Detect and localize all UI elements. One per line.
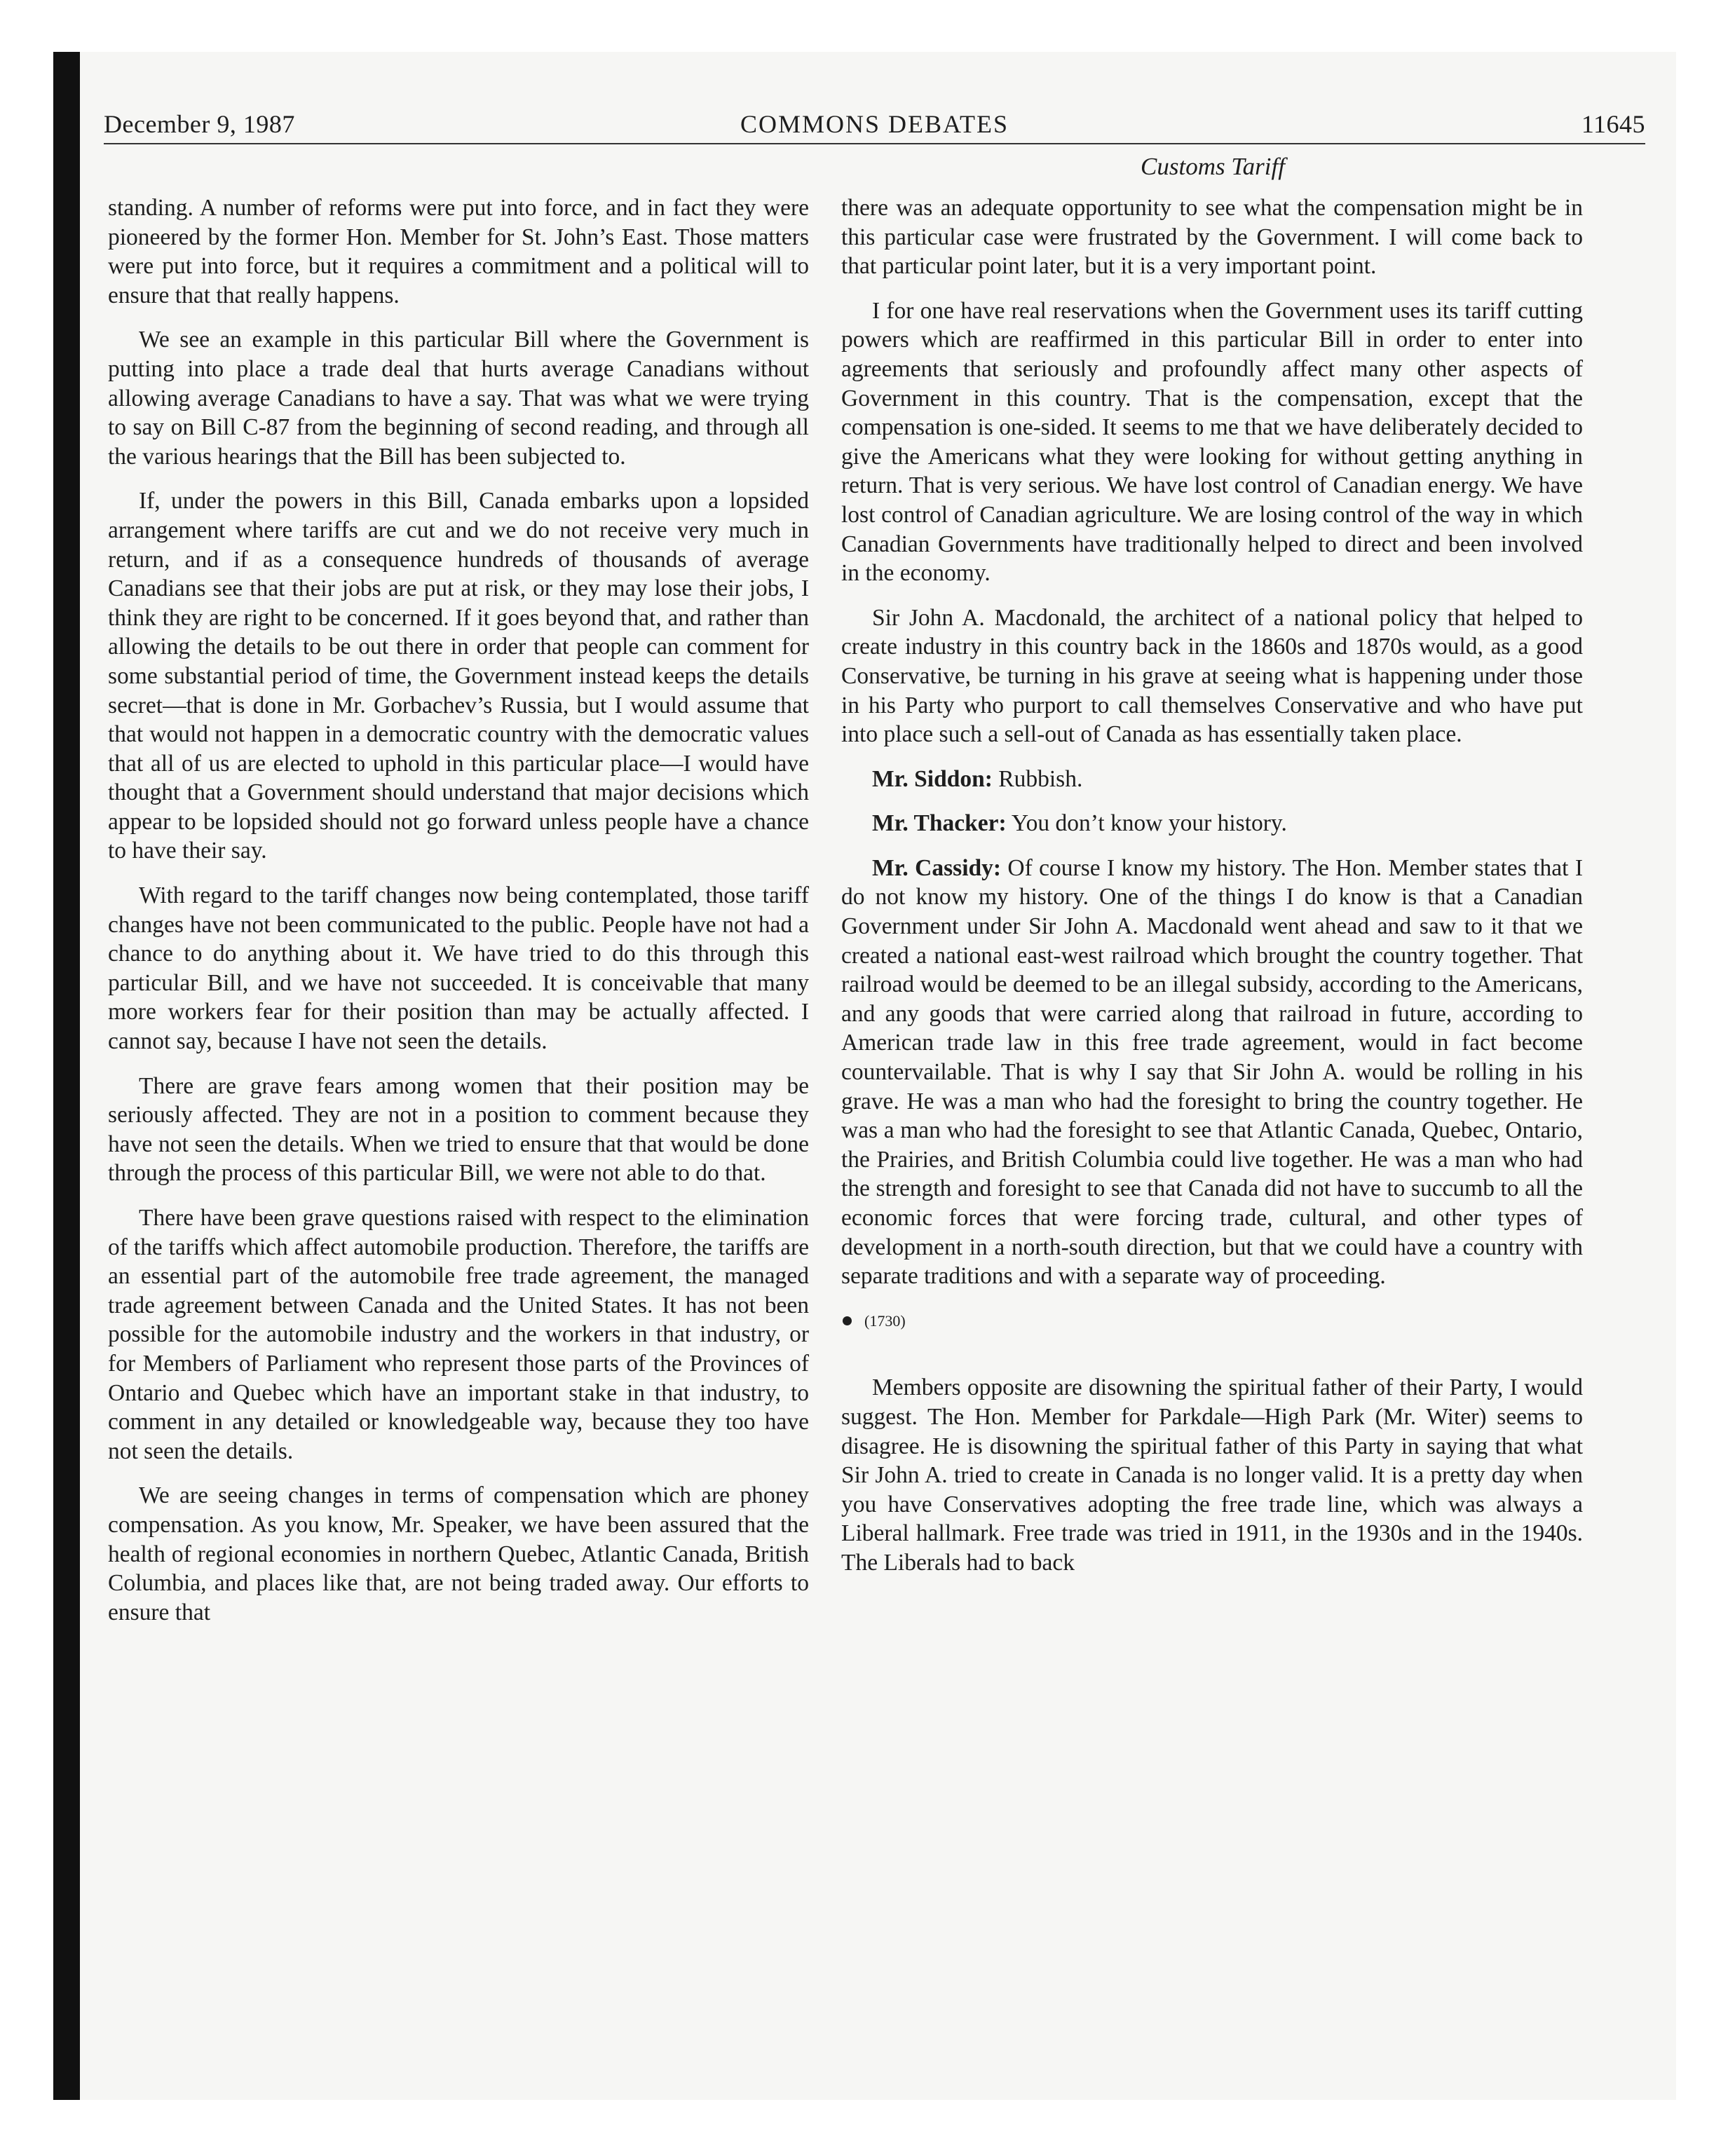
left-column [108, 193, 809, 1642]
speaker-statement [841, 809, 1583, 838]
paragraph: If, under the powers in this Bill, Canada embarks upon a lopsided arrangement where tariffs are cut and we do not receive very much in return, and if as a consequence hundreds of thousands of average Canadians see that their jobs are put at risk, or they may lose their jobs, I think they are right to be concerned. If it goes beyond that, and rather than allowing the details to be out there in order that people can comment for some substantial period of time, the Government instead keeps the details secret—that is done in Mr. Gorbachev’s Russia, but I would assume that that would not happen in a democratic country with the democratic values that all of us are elected to uphold in this particular place—I would have thought that a Government should understand that major decisions which appear to be lopsided should not go forward unless people have a chance to have their say. [108, 488, 809, 864]
section-title: Customs Tariff [1141, 153, 1285, 180]
paragraph: I for one have real reservations when the Government uses its tariff cutting powers which are reaffirmed in this particular Bill in order to enter into agreements that seriously and profoundly affect many other aspects of Government in this country. That is the compensation, except that the compensation is one-sided. It seems to me that we have deliberately decided to give the Americans what they were looking for without getting anything in return. That is very serious. We have lost control of Canadian energy. We have lost control of Canadian agriculture. We are losing control of the way in which Canadian Governments have traditionally helped to direct and been involved in the economy. [841, 297, 1583, 587]
paragraph: there was an adequate opportunity to see what the compensation might be in this particular case were frustrated by the Government. I will come back to that particular point later, but it is a very important point. [841, 195, 1583, 280]
paragraph: standing. A number of reforms were put into force, and in fact they were pioneered by the former Hon. Member for St. John’s East. Those matters were put into force, but it requires a commitment and a political will to ensure that that really happens. [108, 195, 809, 308]
time-marker-text: (1730) [864, 1311, 906, 1330]
speaker-name: Mr. Cassidy: [872, 854, 1002, 881]
paragraph: Sir John A. Macdonald, the architect of a national policy that helped to create industry in this country back in the 1860s and 1870s would, as a good Conservative, be turning in his grave at seeing what is happening under those in his Party who purport to call themselves Conservative and who have put into place such a sell-out of Canada as has essentially taken place. [841, 604, 1583, 748]
paragraph: There are grave fears among women that their position may be seriously affected. They are not in a position to comment because they have not seen the details. When we tried to ensure that that would be done through the process of this particular Bill, we were not able to do that. [108, 1072, 809, 1187]
scan-binding-edge [53, 52, 80, 2100]
header-page-number: 11645 [1581, 110, 1645, 138]
paragraph: We are seeing changes in terms of compensation which are phoney compensation. As you know, Mr. Speaker, we have been assured that the health of regional economies in northern Quebec, Atlantic Canada, British Columbia, and places like that, are not being traded away. Our efforts to ensure that [108, 1482, 809, 1625]
speaker-name: Mr. Thacker: [872, 810, 1007, 837]
paragraph: There have been grave questions raised with respect to the elimination of the tariffs which affect automobile production. Therefore, the tariffs are an essential part of the automobile free trade agreement, the managed trade agreement between Canada and the United States. It has not been possible for the automobile industry and the workers in that industry, or for Members of Parliament who represent those parts of the Provinces of Ontario and Quebec which have an important stake in that industry, to comment in any detailed or knowledgeable way, because they too have not seen the details. [108, 1205, 809, 1464]
header-date: December 9, 1987 [104, 110, 295, 138]
statement-text: Rubbish. [992, 765, 1083, 792]
paragraph: We see an example in this particular Bill where the Government is putting into place a trade deal that hurts average Canadians without allowing average Canadians to have a say. That was what we were trying to say on Bill C-87 from the beginning of second reading, and through all the various hearings that the Bill has been subjected to. [108, 327, 809, 470]
time-marker [843, 1306, 1583, 1336]
statement-text: Of course I know my history. The Hon. Member states that I do not know my history. One of the things I do know is that a Canadian Government under Sir John A. Macdonald went ahead and saw to it that we created a national east-west railroad which brought the country together. That railroad would be deemed to be an illegal subsidy, according to the Americans, and any goods that were carried along that railroad in future, according to American trade law in this free trade agreement, would in fact become countervailable. That is why I say that Sir John A. would be rolling in his grave. He was a man who had the foresight to bring the country together. He was a man who had the foresight to see that Atlantic Canada, Quebec, Ontario, the Prairies, and British Columbia could live together. He was a man who had the strength and foresight to see that Canada did not have to succumb to all the economic forces that were forcing trade, cultural, and other types of development in a north-south direction, but that we could have a country with separate traditions and with a separate way of proceeding. [841, 854, 1583, 1290]
paragraph: With regard to the tariff changes now being contemplated, those tariff changes have not been communicated to the public. People have not had a chance to do anything about it. We have tried to do this through this particular Bill, and we have not succeeded. It is conceivable that many more workers fear for their position than may be actually affected. I cannot say, because I have not seen the details. [108, 882, 809, 1055]
running-header [104, 100, 1645, 144]
right-column [841, 193, 1583, 1593]
speaker-statement [841, 854, 1583, 1291]
bullet-icon [843, 1316, 852, 1325]
statement-text: You don’t know your history. [1006, 810, 1287, 837]
header-publication: COMMONS DEBATES [740, 110, 1009, 138]
speaker-name: Mr. Siddon: [872, 765, 993, 792]
paragraph: Members opposite are disowning the spiritual father of their Party, I would suggest. The Hon. Member for Parkdale—High Park (Mr. Witer) seems to disagree. He is disowning the spiritual father of this Party in saying that what Sir John A. tried to create in Canada is no longer valid. It is a pretty day when you have Conservatives adopting the free trade line, which was always a Liberal hallmark. Free trade was tried in 1911, in the 1930s and in the 1940s. The Liberals had to back [841, 1374, 1583, 1576]
speaker-statement [841, 765, 1583, 794]
